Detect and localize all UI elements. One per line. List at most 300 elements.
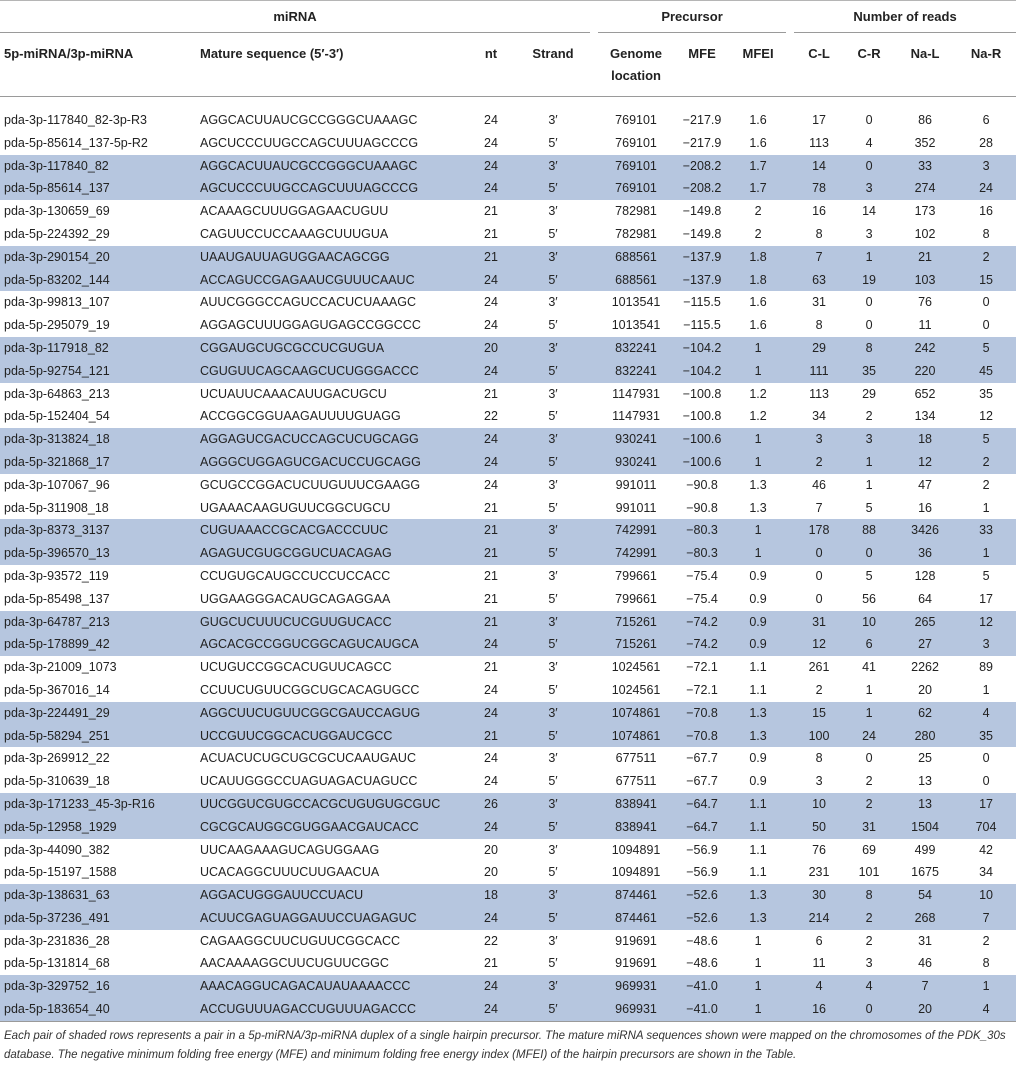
- cell-sequence: CGUGUUCAGCAAGCUCUGGGACCC: [196, 360, 466, 383]
- cell-nal: 11: [918, 318, 932, 333]
- cell-genome-location: 1094891: [611, 865, 661, 880]
- cell-strand: 5′: [548, 226, 558, 241]
- cell-genome-location: 769101: [598, 177, 674, 200]
- cell-nar: 704: [956, 816, 1016, 839]
- column-gap: [590, 223, 598, 246]
- cell-mfe: −137.9: [674, 246, 730, 269]
- column-gap: [786, 930, 794, 953]
- cell-sequence: UCUGUCCGGCACUGUUCAGCC: [200, 660, 392, 675]
- column-gap: [786, 656, 794, 679]
- cell-strand: 5′: [516, 360, 590, 383]
- group-reads-label: Number of reads: [853, 9, 957, 24]
- table-row: [0, 816, 1016, 839]
- col-header-genome-location: [598, 33, 674, 97]
- cell-cr: 10: [844, 611, 894, 634]
- cell-mfe: −48.6: [686, 956, 718, 971]
- cell-strand: 5′: [548, 500, 558, 515]
- cell-nar: 12: [956, 611, 1016, 634]
- cell-id: pda-3p-117840_82: [0, 155, 196, 178]
- cell-cl: 2: [815, 682, 823, 697]
- cell-genome-location: 838941: [598, 793, 674, 816]
- cell-cl: 76: [812, 842, 826, 857]
- cell-id: pda-3p-64787_213: [0, 611, 196, 634]
- cell-cr: 6: [844, 633, 894, 656]
- cell-mfei: 1.3: [730, 884, 786, 907]
- cell-nar: 15: [956, 269, 1016, 292]
- cell-mfei: 1: [730, 337, 786, 360]
- cell-mfei: 0.9: [749, 568, 767, 583]
- cell-mfe: −217.9: [682, 113, 722, 127]
- cell-cl: 7: [794, 246, 844, 269]
- cell-nar: 34: [979, 865, 993, 880]
- cell-sequence: UGAAACAAGUGUUCGGCUGCU: [200, 500, 391, 515]
- cell-cr: 3: [844, 177, 894, 200]
- cell-nal: 128: [914, 568, 936, 583]
- table-row: [0, 588, 1016, 611]
- cell-cr: 41: [862, 660, 876, 675]
- cell-nal: 76: [918, 295, 932, 310]
- cell-cl: 78: [794, 177, 844, 200]
- cell-mfe: −75.4: [686, 591, 718, 606]
- cell-mfei: 0.9: [749, 591, 767, 606]
- cell-nal: 1675: [911, 865, 939, 880]
- cell-mfe: −56.9: [686, 865, 718, 880]
- cell-sequence: CCUGUGCAUGCCUCCUCCACC: [200, 568, 391, 583]
- cell-mfei: 1: [730, 542, 786, 565]
- cell-mfe: −104.2: [674, 337, 730, 360]
- column-gap: [590, 405, 598, 428]
- cell-nt: 20: [466, 337, 516, 360]
- cell-cr: 0: [865, 751, 873, 766]
- column-gap: [786, 816, 794, 839]
- cell-strand: 3′: [516, 975, 590, 998]
- cell-strand: 3′: [548, 477, 558, 492]
- cell-cr: 19: [844, 269, 894, 292]
- cell-strand: 5′: [548, 591, 558, 606]
- cell-id: pda-5p-367016_14: [4, 682, 110, 697]
- cell-nar: 5: [982, 568, 990, 583]
- column-gap: [590, 793, 598, 816]
- col-header-nar: Na-R: [956, 33, 1016, 97]
- cell-nt: 24: [466, 975, 516, 998]
- table-row: [0, 337, 1016, 360]
- cell-nt: 21: [466, 725, 516, 748]
- cell-mfe: −74.2: [674, 611, 730, 634]
- cell-id: pda-3p-93572_119: [4, 568, 109, 583]
- cell-genome-location: 1074861: [598, 702, 674, 725]
- col-header-genome-location-line1: Genome: [610, 46, 663, 61]
- cell-genome-location: 1024561: [611, 660, 661, 675]
- column-gap: [786, 451, 794, 474]
- cell-cr: 101: [858, 865, 880, 880]
- cell-cr: 1: [865, 477, 873, 492]
- cell-genome-location: 969931: [598, 975, 674, 998]
- cell-nal: 20: [918, 682, 932, 697]
- cell-nt: 21: [484, 386, 498, 401]
- cell-nar: 17: [956, 793, 1016, 816]
- cell-sequence: ACCGGCGGUAAGAUUUUGUAGG: [200, 409, 401, 424]
- cell-cl: 0: [794, 542, 844, 565]
- cell-genome-location: 919691: [615, 933, 657, 948]
- column-gap: [590, 428, 598, 451]
- column-gap: [786, 702, 794, 725]
- cell-cr: 3: [865, 956, 873, 971]
- cell-sequence: AGCUCCCUUGCCAGCUUUAGCCCG: [196, 177, 466, 200]
- cell-mfei: 1.1: [749, 865, 767, 880]
- cell-nt: 24: [466, 998, 516, 1021]
- table-row: [0, 565, 1016, 588]
- cell-cr: 2: [865, 933, 873, 948]
- cell-strand: 5′: [548, 865, 558, 880]
- col-header-nt: nt: [466, 33, 516, 97]
- cell-nal: 103: [894, 269, 956, 292]
- cell-nal: 46: [918, 956, 932, 971]
- cell-nal: 268: [894, 907, 956, 930]
- column-gap: [786, 907, 794, 930]
- cell-sequence: AGGCUUCUGUUCGGCGAUCCAGUG: [196, 702, 466, 725]
- cell-mfe: −72.1: [686, 682, 718, 697]
- column-gap: [590, 155, 598, 178]
- cell-mfe: −80.3: [674, 542, 730, 565]
- cell-sequence: CUGUAAACCGCACGACCCUUC: [196, 519, 466, 542]
- cell-sequence: UCAUUGGGCCUAGUAGACUAGUCC: [200, 774, 418, 789]
- column-gap: [590, 132, 598, 155]
- col-header-mfei: MFEI: [730, 33, 786, 97]
- cell-cl: 34: [812, 409, 826, 424]
- column-gap: [590, 337, 598, 360]
- cell-nt: 21: [466, 519, 516, 542]
- cell-nal: 7: [894, 975, 956, 998]
- column-gap: [786, 793, 794, 816]
- cell-sequence: AGCUCCCUUGCCAGCUUUAGCCCG: [200, 135, 419, 150]
- column-gap: [786, 109, 794, 132]
- cell-strand: 5′: [516, 542, 590, 565]
- cell-nt: 24: [466, 633, 516, 656]
- cell-nt: 24: [484, 113, 498, 127]
- cell-cl: 11: [812, 956, 826, 971]
- cell-sequence: ACUACUCUGCUGCGCUCAAUGAUC: [200, 751, 416, 766]
- cell-mfei: 0.9: [730, 611, 786, 634]
- cell-sequence: AGGGCUGGAGUCGACUCCUGCAGG: [196, 451, 466, 474]
- cell-cr: 0: [865, 295, 873, 310]
- column-gap: [786, 679, 794, 702]
- cell-nar: 17: [979, 591, 993, 606]
- cell-strand: 3′: [548, 568, 558, 583]
- cell-cr: 5: [865, 568, 873, 583]
- cell-genome-location: 769101: [598, 155, 674, 178]
- cell-nar: 45: [956, 360, 1016, 383]
- cell-cr: 14: [862, 204, 876, 219]
- cell-cl: 50: [794, 816, 844, 839]
- cell-cr: 1: [844, 702, 894, 725]
- cell-nar: 1: [956, 542, 1016, 565]
- cell-strand: 3′: [548, 660, 558, 675]
- cell-sequence: ACUUCGAGUAGGAUUCCUAGAGUC: [196, 907, 466, 930]
- cell-nar: 42: [979, 842, 993, 857]
- column-gap: [590, 907, 598, 930]
- col-header-id: 5p-miRNA/3p-miRNA: [0, 33, 196, 97]
- cell-sequence: AGGCACUUAUCGCCGGGCUAAAGC: [196, 155, 466, 178]
- cell-nt: 24: [466, 702, 516, 725]
- column-gap: [590, 884, 598, 907]
- cell-id: pda-5p-85614_137-5p-R2: [4, 135, 148, 150]
- cell-genome-location: 838941: [598, 816, 674, 839]
- cell-cr: 4: [865, 135, 873, 150]
- cell-strand: 5′: [516, 451, 590, 474]
- cell-nar: 12: [979, 409, 993, 424]
- column-gap: [786, 405, 794, 428]
- group-mirna-label: miRNA: [273, 9, 317, 24]
- cell-strand: 3′: [548, 751, 558, 766]
- cell-mfei: 1.7: [730, 177, 786, 200]
- column-gap: [786, 337, 794, 360]
- cell-nal: 1504: [894, 816, 956, 839]
- cell-cl: 0: [815, 568, 823, 583]
- table-row: [0, 474, 1016, 497]
- cell-mfe: −217.9: [682, 135, 722, 150]
- cell-nar: 28: [979, 135, 993, 150]
- cell-nar: 7: [956, 907, 1016, 930]
- column-gap: [786, 565, 794, 588]
- cell-cr: 8: [844, 337, 894, 360]
- cell-nal: 102: [914, 226, 936, 241]
- cell-nal: 13: [894, 793, 956, 816]
- column-gap: [590, 109, 598, 132]
- column-gap: [590, 269, 598, 292]
- cell-mfe: −100.8: [682, 409, 722, 424]
- cell-cl: 111: [794, 360, 844, 383]
- cell-nar: 35: [956, 725, 1016, 748]
- cell-cr: 0: [844, 998, 894, 1021]
- cell-mfei: 1.1: [749, 842, 767, 857]
- cell-nal: 220: [894, 360, 956, 383]
- cell-cl: 231: [808, 865, 830, 880]
- cell-id: pda-3p-117918_82: [0, 337, 196, 360]
- cell-cr: 5: [865, 500, 873, 515]
- column-gap: [786, 770, 794, 793]
- column-gap: [786, 747, 794, 770]
- cell-id: pda-5p-310639_18: [4, 774, 110, 789]
- cell-id: pda-3p-99813_107: [4, 295, 110, 310]
- cell-id: pda-5p-15197_1588: [4, 865, 117, 880]
- cell-genome-location: 799661: [615, 568, 657, 583]
- cell-cr: 69: [862, 842, 876, 857]
- column-gap: [786, 497, 794, 520]
- cell-id: pda-5p-83202_144: [0, 269, 196, 292]
- table-row: [0, 930, 1016, 953]
- group-precursor: [598, 1, 786, 33]
- col-header-strand: Strand: [516, 33, 590, 97]
- table-row: [0, 679, 1016, 702]
- cell-mfei: 1.8: [730, 269, 786, 292]
- cell-id: pda-5p-183654_40: [0, 998, 196, 1021]
- cell-sequence: CAGUUCCUCCAAAGCUUUGUA: [200, 226, 389, 241]
- cell-cr: 0: [865, 318, 873, 333]
- cell-nt: 24: [466, 360, 516, 383]
- cell-nar: 5: [956, 337, 1016, 360]
- cell-sequence: ACCAGUCCGAGAAUCGUUUCAAUC: [196, 269, 466, 292]
- column-gap: [786, 884, 794, 907]
- cell-id: pda-3p-117840_82-3p-R3: [4, 113, 147, 127]
- column-gap: [590, 998, 598, 1021]
- cell-nal: 21: [894, 246, 956, 269]
- cell-mfei: 1: [730, 519, 786, 542]
- cell-mfe: −70.8: [674, 725, 730, 748]
- column-gap: [590, 861, 598, 884]
- table-row: [0, 451, 1016, 474]
- cell-mfe: −41.0: [674, 998, 730, 1021]
- group-precursor-label: Precursor: [661, 9, 723, 24]
- column-gap: [786, 314, 794, 337]
- cell-nt: 21: [466, 246, 516, 269]
- cell-strand: 3′: [516, 428, 590, 451]
- cell-genome-location: 1013541: [611, 318, 661, 333]
- cell-nar: 10: [956, 884, 1016, 907]
- cell-cr: 35: [844, 360, 894, 383]
- cell-mfei: 1: [754, 956, 762, 971]
- cell-genome-location: 688561: [598, 246, 674, 269]
- cell-nal: 265: [894, 611, 956, 634]
- cell-mfei: 1.3: [730, 725, 786, 748]
- cell-nal: 27: [894, 633, 956, 656]
- table-row: [0, 519, 1016, 542]
- cell-nt: 21: [484, 660, 498, 675]
- cell-sequence: AGGACUGGGAUUCCUACU: [196, 884, 466, 907]
- column-gap: [590, 383, 598, 406]
- cell-nt: 18: [466, 884, 516, 907]
- cell-mfei: 1: [730, 360, 786, 383]
- cell-nar: 1: [982, 500, 990, 515]
- cell-cl: 7: [815, 500, 823, 515]
- column-gap: [786, 132, 794, 155]
- cell-nt: 21: [484, 500, 498, 515]
- cell-genome-location: 874461: [598, 907, 674, 930]
- column-gap: [786, 155, 794, 178]
- column-gap: [590, 611, 598, 634]
- cell-mfei: 1.6: [749, 135, 767, 150]
- cell-id: pda-3p-224491_29: [0, 702, 196, 725]
- table-row: [0, 223, 1016, 246]
- cell-sequence: CGCGCAUGGCGUGGAACGAUCACC: [196, 816, 466, 839]
- cell-sequence: CCUUCUGUUCGGCUGCACAGUGCC: [200, 682, 420, 697]
- table-row: [0, 405, 1016, 428]
- column-gap: [786, 428, 794, 451]
- cell-strand: 5′: [548, 956, 558, 971]
- cell-nt: 24: [466, 451, 516, 474]
- cell-id: pda-5p-12958_1929: [0, 816, 196, 839]
- cell-mfei: 1: [754, 933, 762, 948]
- column-gap: [590, 747, 598, 770]
- cell-mfe: −90.8: [686, 477, 718, 492]
- cell-id: pda-5p-37236_491: [0, 907, 196, 930]
- cell-nt: 24: [484, 751, 498, 766]
- cell-mfei: 1.1: [730, 793, 786, 816]
- column-gap: [786, 952, 794, 975]
- table-row: [0, 497, 1016, 520]
- cell-nt: 22: [484, 933, 498, 948]
- col-header-cl: C-L: [794, 33, 844, 97]
- column-gap: [786, 633, 794, 656]
- cell-nal: 499: [914, 842, 936, 857]
- cell-nar: 33: [956, 519, 1016, 542]
- cell-sequence: AGAGUCGUGCGGUCUACAGAG: [196, 542, 466, 565]
- table-row: [0, 383, 1016, 406]
- group-mirna: [0, 1, 590, 33]
- cell-sequence: AAACAGGUCAGACAUAUAAAACCC: [196, 975, 466, 998]
- cell-mfe: −208.2: [674, 177, 730, 200]
- cell-nar: 3: [956, 155, 1016, 178]
- cell-cr: 0: [844, 542, 894, 565]
- cell-nar: 0: [982, 751, 990, 766]
- column-gap: [786, 542, 794, 565]
- cell-strand: 3′: [516, 793, 590, 816]
- cell-strand: 3′: [516, 246, 590, 269]
- col-header-genome-location-line2: location: [611, 68, 661, 83]
- cell-cl: 10: [794, 793, 844, 816]
- cell-cl: 2: [794, 451, 844, 474]
- cell-sequence: GUGCUCUUUCUCGUUGUCACC: [196, 611, 466, 634]
- cell-mfei: 1.3: [749, 500, 767, 515]
- cell-nt: 21: [484, 956, 498, 971]
- column-gap: [590, 314, 598, 337]
- cell-nar: 2: [982, 933, 990, 948]
- cell-strand: 3′: [516, 519, 590, 542]
- cell-nal: 13: [918, 774, 932, 789]
- cell-cl: 8: [815, 318, 823, 333]
- cell-mfe: −137.9: [674, 269, 730, 292]
- cell-nal: 64: [918, 591, 932, 606]
- cell-cr: 3: [844, 428, 894, 451]
- cell-nal: 36: [894, 542, 956, 565]
- cell-id: pda-5p-131814_68: [4, 956, 110, 971]
- cell-id: pda-3p-231836_28: [4, 933, 110, 948]
- cell-cl: 15: [794, 702, 844, 725]
- cell-strand: 5′: [548, 318, 558, 333]
- cell-nal: 352: [914, 135, 936, 150]
- cell-cl: 113: [809, 386, 830, 401]
- cell-cr: 29: [862, 386, 876, 401]
- cell-strand: 5′: [516, 269, 590, 292]
- column-gap: [590, 702, 598, 725]
- column-gap: [590, 542, 598, 565]
- col-header-nal: Na-L: [894, 33, 956, 97]
- cell-genome-location: 1147931: [612, 409, 660, 424]
- table-footnote: Each pair of shaded rows represents a pair in a 5p-miRNA/3p-miRNA duplex of a single hairpin precursor. The mature miRNA sequences shown were mapped on the chromosomes of the PDK_30s database. The negative minimum folding free energy (MFE) and minimum folding free energy index (MFEI) of the hairpin precursors are shown in the Table.: [4, 1029, 1006, 1061]
- cell-strand: 5′: [516, 725, 590, 748]
- cell-mfe: −67.7: [686, 774, 718, 789]
- cell-mfe: −208.2: [674, 155, 730, 178]
- column-gap: [786, 200, 794, 223]
- cell-nar: 1: [982, 682, 990, 697]
- cell-cr: 8: [844, 884, 894, 907]
- cell-cr: 1: [844, 451, 894, 474]
- table-row: [0, 952, 1016, 975]
- cell-cl: 100: [794, 725, 844, 748]
- cell-mfe: −80.3: [674, 519, 730, 542]
- cell-sequence: AGGAGCUUUGGAGUGAGCCGGCCC: [200, 318, 421, 333]
- cell-mfe: −41.0: [674, 975, 730, 998]
- table-row: [0, 725, 1016, 748]
- cell-genome-location: 1074861: [598, 725, 674, 748]
- cell-nal: 25: [918, 751, 932, 766]
- table-row: [0, 200, 1016, 223]
- cell-sequence: UUCAAGAAAGUCAGUGGAAG: [200, 842, 380, 857]
- cell-mfe: −75.4: [686, 568, 718, 583]
- cell-id: pda-3p-107067_96: [4, 477, 110, 492]
- cell-mfei: 0.9: [749, 774, 767, 789]
- cell-genome-location: 715261: [598, 611, 674, 634]
- cell-nt: 20: [484, 842, 498, 857]
